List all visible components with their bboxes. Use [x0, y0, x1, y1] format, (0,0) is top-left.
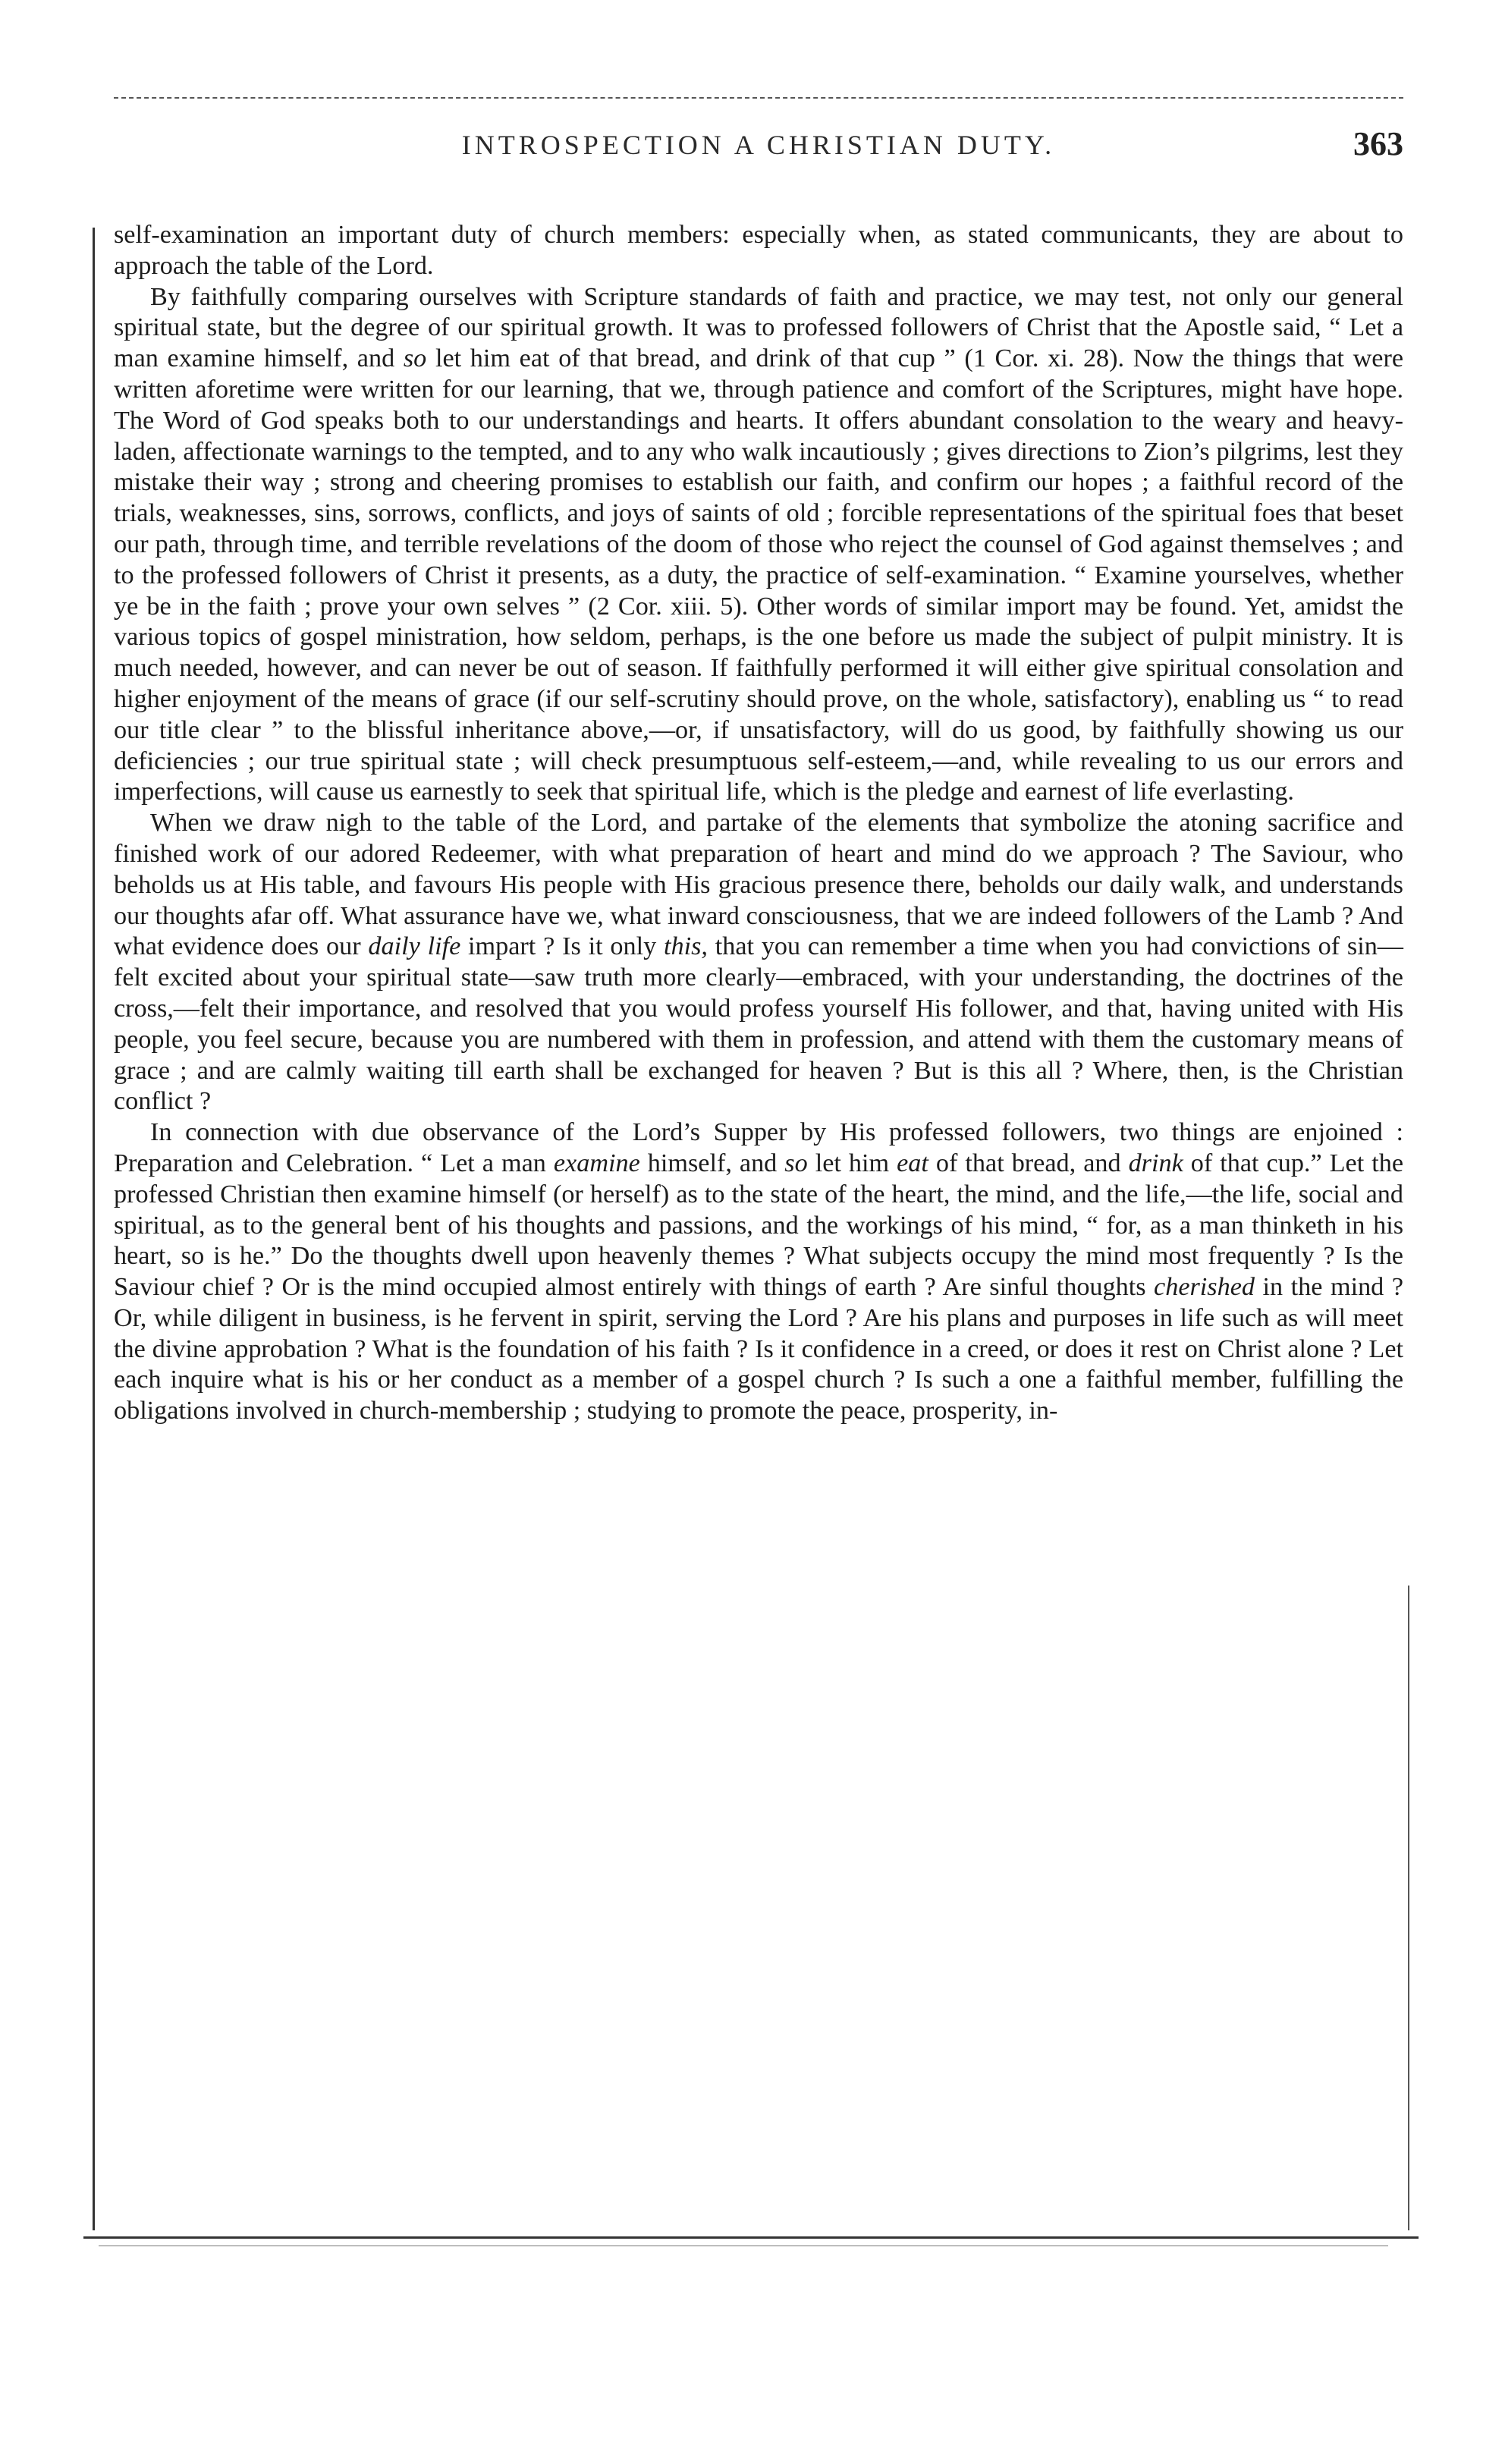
- text-run: himself, and: [639, 1149, 785, 1177]
- page-header: [114, 125, 1403, 174]
- italic-text: cherished: [1154, 1273, 1255, 1302]
- text-run: In connection with due observance of the Lord’s Supper by His professed followers, two things are enjoined : Preparation and Celebration. “ Let a man: [114, 1118, 1403, 1177]
- text-run: When we draw nigh to the table of the Lord, and partake of the elements that symbolize the atoning sacrifice and finished work of our adored Redeemer, with what preparation of heart and mind do we approach ? The Saviour, who beholds us at His table, and favours His people with His gracious presence there, beholds our daily walk, and understands our thoughts afar off. What assurance have we, what inward consciousness, that we are indeed followers of the Lamb ? And what evidence does our: [114, 809, 1403, 961]
- body-text: [114, 220, 1403, 1427]
- italic-text: so: [784, 1149, 808, 1177]
- running-head: INTROSPECTION A CHRISTIAN DUTY.: [461, 130, 1056, 160]
- text-run: let him eat of that bread, and drink of that cup ” (1 Cor. xi. 28). Now the things that were written aforetime were written for our learning, that we, through patience and comfort of the Scriptures, might have hope. The Word of God speaks both to our understandings and hearts. It offers abundant consolation to the weary and heavy-laden, affectionate warnings to the tempted, and to any who walk incautiously ; gives directions to Zion’s pilgrims, lest they mistake their way ; strong and cheering promises to establish our faith, and confirm our hopes ; a faithful record of the trials, weaknesses, sins, sorrows, conflicts, and joys of saints of old ; forcible representations of the spiritual foes that beset our path, through time, and terrible revelations of the doom of those who reject the counsel of God against themselves ; and to the professed followers of Christ it presents, as a duty, the practice of self-examination. “ Examine yourselves, whether ye be in the faith ; prove your own selves ” (2 Cor. xiii. 5). Other words of similar import may be found. Yet, amidst the various topics of gospel ministration, how seldom, perhaps, is the one before us made the subject of pulpit ministry. It is much needed, however, and can never be out of season. If faithfully performed it will either give spiritual consolation and higher enjoyment of the means of grace (if our self-scrutiny should prove, on the whole, satisfactory), enabling us “ to read our title clear ” to the blissful inheritance above,—or, if unsatisfactory, will do us good, by faithfully showing us our deficiencies ; our true spiritual state ; will check presumptuous self-esteem,—and, while revealing to us our errors and imperfections, will cause us earnestly to seek that spiritual life, which is the pledge and earnest of life everlasting.: [114, 344, 1403, 806]
- italic-text: drink: [1128, 1149, 1183, 1177]
- top-rule: [114, 97, 1403, 99]
- bottom-rule: [83, 2236, 1419, 2239]
- text-run: self-examination an important duty of church members: especially when, as stated communicants, they are about to approach the table of the Lord.: [114, 221, 1403, 280]
- text-run: that you can remember a time when you had convictions of sin—felt excited about your spiritual state—saw truth more clearly—embraced, with your understanding, the doctrines of the cross,—felt their importance, and resolved that you would profess yourself His follower, and that, having united with His people, you feel secure, because you are numbered with them in profession, and attend with them the customary means of grace ; and are calmly waiting till earth shall be exchanged for heaven ? But is this all ? Where, then, is the Christian conflict ?: [114, 932, 1403, 1116]
- italic-text: this,: [663, 932, 708, 961]
- paragraph: [114, 282, 1403, 809]
- text-run: By faithfully comparing ourselves with Scripture standards of faith and practice, we may test, not only our general spiritual state, but the degree of our spiritual growth. It was to professed followers of Christ that the Apostle said, “ Let a man examine himself, and: [114, 282, 1403, 373]
- italic-text: daily life: [368, 932, 461, 961]
- text-run: of that cup.” Let the professed Christian then examine himself (or herself) as to the state of the heart, the mind, and the life,—the life, social and spiritual, as to the general bent of his thoughts and passions, and the workings of his mind, “ for, as a man thinketh in his heart, so is he.” Do the thoughts dwell upon heavenly themes ? What subjects occupy the mind most frequently ? Is the Saviour chief ? Or is the mind occupied almost entirely with things of earth ? Are sinful thoughts: [114, 1149, 1403, 1302]
- text-run: impart ? Is it only: [460, 932, 664, 961]
- text-run: in the mind ? Or, while diligent in business, is he fervent in spirit, serving the Lord ? Are his plans and purposes in life such as will meet the divine approbation ? What is the foundation of his faith ? Is it confidence in a creed, or does it rest on Christ alone ? Let each inquire what is his or her conduct as a member of a gospel church ? Is such a one a faithful member, fulfilling the obligations involved in church-membership ; studying to promote the peace, prosperity, in-: [114, 1273, 1403, 1425]
- right-margin-rule: [1408, 1586, 1409, 2230]
- italic-text: examine: [553, 1149, 640, 1177]
- text-run: of that bread, and: [928, 1149, 1129, 1177]
- page-number: 363: [1353, 125, 1403, 162]
- paragraph: [114, 220, 1403, 282]
- paragraph: [114, 1117, 1403, 1427]
- paragraph: [114, 808, 1403, 1117]
- italic-text: so: [403, 344, 427, 373]
- italic-text: eat: [897, 1149, 928, 1177]
- text-run: let him: [807, 1149, 897, 1177]
- left-margin-rule: [93, 228, 95, 2230]
